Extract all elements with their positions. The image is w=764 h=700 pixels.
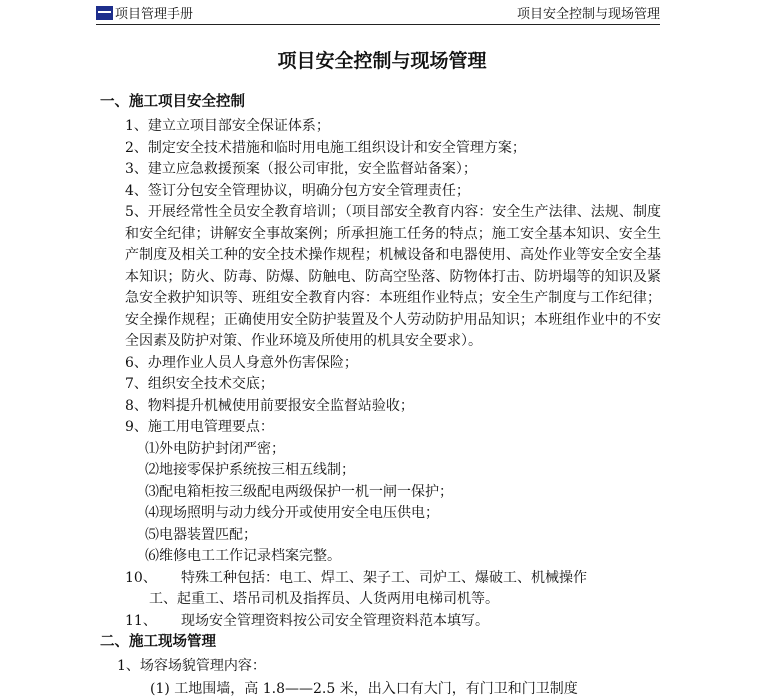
section-heading-1: 一、施工项目安全控制 <box>100 94 245 110</box>
list-item: 9、施工用电管理要点： <box>125 419 274 435</box>
power-point: ⑸电器装置匹配； <box>145 526 257 543</box>
power-point: ⑵地接零保护系统按三相五线制； <box>145 462 355 478</box>
list-item: 6、办理作业人员人身意外伤害保险； <box>125 354 358 371</box>
header-left-text: 项目管理手册 <box>115 7 194 22</box>
page-header <box>96 2 660 25</box>
list-item: 5、开展经常性全员安全教育培训；（项目部安全教育内容：安全生产法律、法规、制度和安全纪律；讲解安全事故案例；所承担施工任务的特点；施工安全基本知识、安全生产制度及相关工种的安全技术操作规程；机械设备和电器使用、高处作业等安全安全基本知识；防火、防毒、防爆、防触电、防高空坠落、防物体打击、防坍塌等的知识及紧急安全救护知识等、班组安全教育内容：本班组作业特点；安全生产制度与工作纪律；安全操作规程；正确使用安全防护装置及个人劳动防护用品知识；本班组作业中的不安全因素及防护对策、作业环境及所使用的机具安全要求）。 <box>125 204 661 349</box>
list-item: 2、制定安全技术措施和临时用电施工组织设计和安全管理方案； <box>125 139 526 156</box>
clipped-line: (1) 工地围墙，高 1.8——2.5 米，出入口有大门，有门卫和门卫制度 <box>150 681 578 697</box>
company-logo-icon <box>96 6 113 20</box>
list-item-continuation: 工、起重工、塔吊司机及指挥员、人货两用电梯司机等。 <box>149 591 499 607</box>
power-point: ⑹维修电工工作记录档案完整。 <box>145 548 341 564</box>
header-right-text: 项目安全控制与现场管理 <box>516 7 660 22</box>
page-title: 项目安全控制与现场管理 <box>277 50 487 72</box>
list-item: 1、建立立项目部安全保证体系； <box>125 118 330 134</box>
power-point: ⑴外电防护封闭严密； <box>145 440 285 457</box>
list-item: 4、签订分包安全管理协议，明确分包方安全管理责任； <box>125 182 470 199</box>
list-item: 1、场容场貌管理内容： <box>117 658 266 674</box>
power-point: ⑷现场照明与动力线分开或使用安全电压供电； <box>145 505 439 521</box>
section-heading-2: 二、施工现场管理 <box>100 634 216 650</box>
list-item: 11、 现场安全管理资料按公司安全管理资料范本填写。 <box>125 612 489 629</box>
list-item: 7、组织安全技术交底； <box>125 376 274 392</box>
section2-content <box>117 656 653 678</box>
list-item: 8、物料提升机械使用前要报安全监督站验收； <box>125 397 414 414</box>
list-item: 10、 特殊工种包括：电工、焊工、架子工、司炉工、爆破工、机械操作 <box>125 569 587 586</box>
power-point: ⑶配电箱柜按三级配电两级保护一机一闸一保护； <box>145 483 453 500</box>
header-left <box>96 3 193 22</box>
section1-content <box>125 116 661 632</box>
list-item: 3、建立应急救援预案（报公司审批，安全监督站备案）； <box>125 161 477 177</box>
